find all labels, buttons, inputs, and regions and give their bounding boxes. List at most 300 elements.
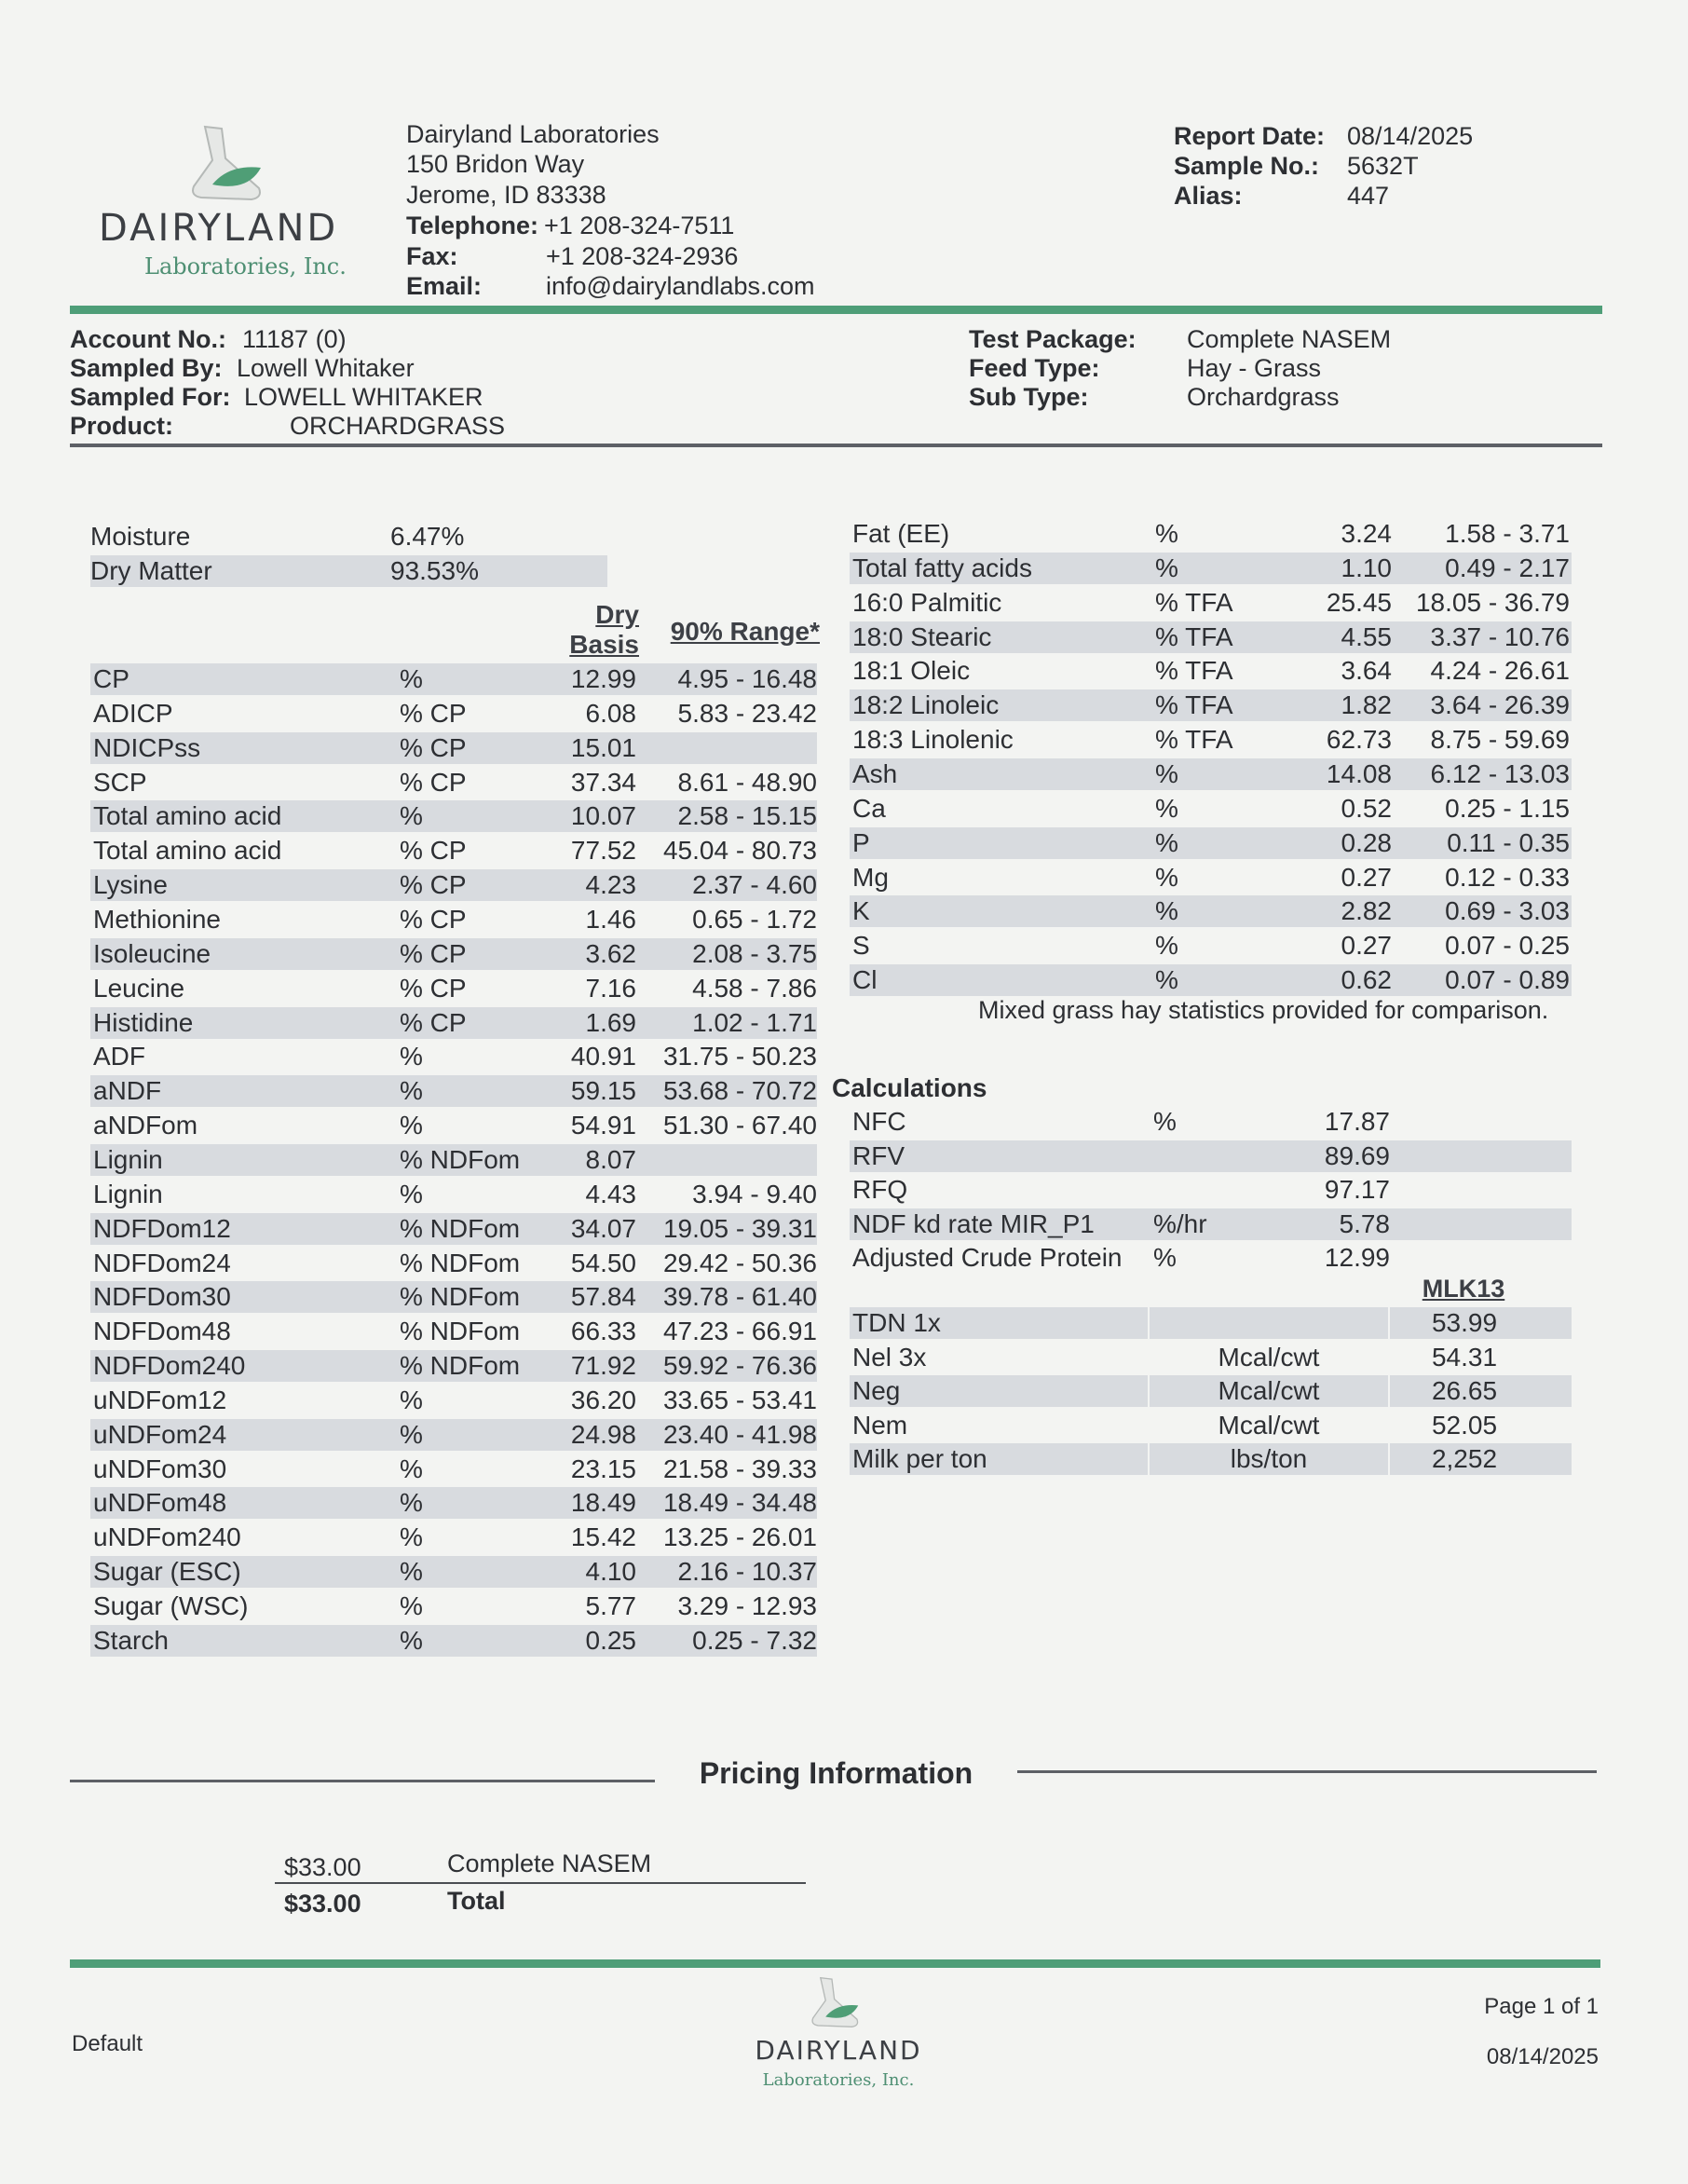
nutrient-range: 8.61 - 48.90	[677, 767, 817, 797]
lab-address-2: Jerome, ID 83338	[406, 181, 606, 209]
mlk-value: 54.31	[1431, 1342, 1498, 1372]
table-row	[850, 793, 1572, 825]
nutrient-unit: %	[400, 1042, 423, 1072]
nutrient-unit: % CP	[400, 732, 467, 762]
mlk-row	[850, 1307, 1572, 1339]
nutrient-name: 18:2 Linoleic	[852, 690, 1000, 720]
mlk-header: MLK13	[1422, 1275, 1505, 1303]
comparison-note: Mixed grass hay statistics provided for comparison.	[978, 996, 1549, 1024]
table-row	[90, 1522, 817, 1553]
pricing-rule-right	[1017, 1770, 1597, 1773]
nutrient-range: 0.49 - 2.17	[1445, 553, 1570, 582]
nutrient-name: Methionine	[93, 905, 221, 934]
calc-name: NFC	[852, 1107, 906, 1136]
report-date-label: Report Date:	[1174, 122, 1326, 150]
nutrient-unit: %	[400, 1454, 423, 1483]
nutrient-value: 3.64	[1341, 656, 1392, 686]
nutrient-unit: %	[1155, 793, 1178, 823]
table-row	[90, 800, 817, 832]
moisture-value: 6.47%	[390, 522, 465, 551]
nutrient-name: Total amino acid	[93, 836, 282, 866]
col-header-range: 90% Range*	[670, 617, 820, 646]
calc-name: Adjusted Crude Protein	[852, 1243, 1123, 1273]
calc-row	[850, 1140, 1572, 1172]
table-row	[850, 587, 1572, 619]
sampled-for-value: LOWELL WHITAKER	[244, 383, 483, 411]
table-row	[90, 869, 817, 901]
price-total-amount: $33.00	[284, 1890, 361, 1918]
nutrient-unit: %	[400, 1557, 423, 1587]
table-row	[90, 1144, 817, 1176]
calc-row	[850, 1174, 1572, 1206]
pricing-rule-left	[70, 1780, 655, 1782]
telephone-value: +1 208-324-7511	[544, 212, 735, 239]
nutrient-value: 15.42	[570, 1522, 636, 1552]
moisture-row	[90, 521, 607, 553]
nutrient-range: 29.42 - 50.36	[662, 1248, 817, 1277]
table-row	[850, 724, 1572, 756]
nutrient-name: Lysine	[93, 870, 168, 900]
table-row	[90, 1281, 817, 1313]
nutrient-range: 18.49 - 34.48	[662, 1488, 817, 1518]
report-date-value: 08/14/2025	[1347, 122, 1474, 150]
mlk-name: Milk per ton	[852, 1444, 987, 1474]
nutrient-range: 33.65 - 53.41	[662, 1385, 817, 1414]
table-row	[90, 1179, 817, 1210]
dry-matter-value: 93.53%	[390, 556, 479, 585]
nutrient-range: 2.16 - 10.37	[677, 1557, 817, 1587]
table-row	[90, 1110, 817, 1141]
calc-row	[850, 1106, 1572, 1138]
table-row	[850, 655, 1572, 687]
footer-logo-subtitle: Laboratories, Inc.	[762, 2070, 915, 2090]
nutrient-name: uNDFom24	[93, 1419, 227, 1449]
table-row	[90, 1487, 817, 1519]
nutrient-value: 37.34	[570, 767, 636, 797]
nutrient-unit: %	[1155, 965, 1178, 994]
price-total-rule	[275, 1882, 806, 1884]
nutrient-name: uNDFom240	[93, 1522, 241, 1552]
mlk-row	[850, 1443, 1572, 1475]
nutrient-range: 53.68 - 70.72	[662, 1076, 817, 1106]
nutrient-unit: %	[400, 1111, 423, 1140]
moisture-label: Moisture	[90, 522, 191, 551]
table-row	[850, 862, 1572, 894]
table-row	[90, 698, 817, 730]
nutrient-name: K	[852, 896, 870, 926]
nutrient-value: 77.52	[570, 836, 636, 866]
nutrient-range: 0.11 - 0.35	[1447, 827, 1570, 857]
nutrient-unit: %	[1155, 931, 1178, 961]
footer-left-text: Default	[72, 2031, 143, 2056]
nutrient-unit: % NDFom	[400, 1248, 521, 1277]
nutrient-value: 4.55	[1341, 621, 1392, 651]
nutrient-value: 1.46	[585, 905, 636, 934]
nutrient-value: 24.98	[570, 1419, 636, 1449]
nutrient-range: 51.30 - 67.40	[662, 1111, 817, 1140]
account-value: 11187 (0)	[242, 325, 347, 353]
nutrient-unit: % TFA	[1155, 587, 1233, 617]
table-row	[850, 964, 1572, 996]
nutrient-value: 14.08	[1326, 759, 1392, 788]
calc-value: 89.69	[1324, 1140, 1390, 1170]
nutrient-range: 0.07 - 0.89	[1445, 965, 1570, 994]
nutrient-name: ADICP	[93, 698, 173, 728]
nutrient-unit: % TFA	[1155, 621, 1233, 651]
header-divider	[70, 306, 1602, 314]
email-value: info@dairylandlabs.com	[546, 272, 815, 300]
nutrient-unit: % CP	[400, 938, 467, 968]
table-row	[850, 553, 1572, 584]
table-row	[850, 689, 1572, 721]
nutrient-value: 0.27	[1341, 931, 1392, 961]
nutrient-name: 16:0 Palmitic	[852, 587, 1002, 617]
calc-unit: %	[1153, 1243, 1177, 1273]
table-row	[90, 1041, 817, 1072]
nutrient-range: 4.58 - 7.86	[692, 973, 817, 1003]
mlk-row	[850, 1410, 1572, 1441]
nutrient-name: NDFDom24	[93, 1248, 231, 1277]
lab-address-1: 150 Bridon Way	[406, 150, 585, 178]
nutrient-unit: % NDFom	[400, 1351, 521, 1380]
nutrient-unit: % TFA	[1155, 656, 1233, 686]
table-row	[90, 973, 817, 1004]
flask-leaf-icon	[184, 121, 273, 205]
nutrient-unit: %	[400, 1522, 423, 1552]
nutrient-value: 1.82	[1341, 690, 1392, 720]
nutrient-value: 54.91	[570, 1111, 636, 1140]
nutrient-value: 3.62	[585, 938, 636, 968]
table-row	[90, 1316, 817, 1347]
nutrient-value: 23.15	[570, 1454, 636, 1483]
footer-page: Page 1 of 1	[1484, 1994, 1599, 2019]
calc-value: 5.78	[1339, 1208, 1390, 1238]
nutrient-value: 34.07	[570, 1213, 636, 1243]
calc-row	[850, 1242, 1572, 1274]
table-row	[90, 1454, 817, 1485]
table-row	[850, 930, 1572, 962]
calc-name: RFQ	[852, 1175, 908, 1205]
nutrient-name: Sugar (ESC)	[93, 1557, 241, 1587]
sub-type-value: Orchardgrass	[1187, 383, 1340, 411]
nutrient-name: NDFDom12	[93, 1213, 231, 1243]
product-label: Product:	[70, 412, 173, 440]
test-package-label: Test Package:	[969, 325, 1137, 353]
nutrient-name: Cl	[852, 965, 878, 994]
nutrient-unit: % TFA	[1155, 690, 1233, 720]
nutrient-value: 0.62	[1341, 965, 1392, 994]
nutrient-name: Mg	[852, 862, 889, 892]
nutrient-range: 45.04 - 80.73	[662, 836, 817, 866]
nutrient-unit: %	[1155, 519, 1178, 548]
logo-name: DAIRYLAND	[99, 207, 339, 250]
nutrient-value: 1.69	[585, 1007, 636, 1037]
nutrient-unit: % CP	[400, 1007, 467, 1037]
table-row	[850, 518, 1572, 550]
nutrient-value: 54.50	[570, 1248, 636, 1277]
alias-value: 447	[1347, 182, 1390, 210]
calc-name: NDF kd rate MIR_P1	[852, 1208, 1095, 1238]
nutrient-name: uNDFom30	[93, 1454, 227, 1483]
calc-value: 17.87	[1324, 1107, 1390, 1136]
nutrient-range: 31.75 - 50.23	[662, 1042, 817, 1072]
feed-type-label: Feed Type:	[969, 354, 1100, 382]
table-row	[90, 1350, 817, 1382]
nutrient-value: 15.01	[570, 732, 636, 762]
calc-unit: %/hr	[1153, 1208, 1207, 1238]
nutrient-value: 4.43	[585, 1179, 636, 1208]
table-row	[90, 1007, 817, 1039]
table-row	[90, 1075, 817, 1107]
fax-label: Fax:	[406, 242, 458, 270]
mlk-value: 26.65	[1431, 1376, 1498, 1406]
nutrient-range: 0.69 - 3.03	[1445, 896, 1570, 926]
nutrient-unit: %	[1155, 553, 1178, 582]
nutrient-range: 0.12 - 0.33	[1445, 862, 1570, 892]
nutrient-value: 10.07	[570, 801, 636, 831]
nutrient-range: 3.29 - 12.93	[677, 1591, 817, 1620]
table-row	[90, 904, 817, 935]
mlk-name: Nel 3x	[852, 1342, 927, 1372]
nutrient-value: 40.91	[570, 1042, 636, 1072]
nutrient-unit: % CP	[400, 870, 467, 900]
nutrient-name: 18:3 Linolenic	[852, 725, 1014, 755]
table-row	[90, 1248, 817, 1279]
nutrient-unit: %	[400, 1076, 423, 1106]
table-row	[850, 758, 1572, 790]
dry-matter-label: Dry Matter	[90, 556, 212, 585]
nutrient-range: 3.64 - 26.39	[1430, 690, 1570, 720]
mlk-name: Neg	[852, 1376, 901, 1406]
nutrient-range: 4.24 - 26.61	[1430, 656, 1570, 686]
nutrient-unit: %	[1155, 862, 1178, 892]
nutrient-value: 5.77	[585, 1591, 636, 1620]
table-row	[850, 621, 1572, 653]
footer-date: 08/14/2025	[1486, 2044, 1599, 2069]
nutrient-name: Histidine	[93, 1007, 194, 1037]
nutrient-name: Ash	[852, 759, 898, 788]
sampled-by-label: Sampled By:	[70, 354, 223, 382]
nutrient-unit: %	[1155, 896, 1178, 926]
col-header-basis: Basis	[569, 630, 639, 659]
mlk-row	[850, 1375, 1572, 1407]
mlk-unit: lbs/ton	[1230, 1444, 1308, 1474]
calc-row	[850, 1208, 1572, 1240]
nutrient-value: 18.49	[570, 1488, 636, 1518]
mlk-unit: Mcal/cwt	[1218, 1342, 1320, 1372]
nutrient-value: 66.33	[570, 1317, 636, 1346]
col-header-dry: Dry	[595, 600, 639, 629]
table-row	[90, 835, 817, 867]
price-line-amount: $33.00	[284, 1853, 361, 1881]
nutrient-range: 23.40 - 41.98	[662, 1419, 817, 1449]
sample-no-label: Sample No.:	[1174, 152, 1320, 180]
telephone-label: Telephone:	[406, 212, 539, 239]
alias-label: Alias:	[1174, 182, 1243, 210]
table-row	[90, 1590, 817, 1622]
nutrient-value: 8.07	[585, 1144, 636, 1174]
fax-value: +1 208-324-2936	[546, 242, 739, 270]
mlk-value: 2,252	[1431, 1444, 1498, 1474]
nutrient-range: 2.08 - 3.75	[692, 938, 817, 968]
nutrient-unit: %	[400, 1179, 423, 1208]
nutrient-unit: % NDFom	[400, 1317, 521, 1346]
nutrient-name: ADF	[93, 1042, 145, 1072]
nutrient-unit: % CP	[400, 905, 467, 934]
calculations-title: Calculations	[832, 1073, 987, 1102]
nutrient-range: 59.92 - 76.36	[662, 1351, 817, 1380]
footer-logo-name: DAIRYLAND	[755, 2035, 922, 2066]
nutrient-unit: % NDFom	[400, 1282, 521, 1312]
nutrient-name: NDFDom48	[93, 1317, 231, 1346]
nutrient-value: 6.08	[585, 698, 636, 728]
email-label: Email:	[406, 272, 483, 300]
mlk-unit: Mcal/cwt	[1218, 1376, 1320, 1406]
table-row	[90, 1385, 817, 1416]
table-row	[90, 1556, 817, 1588]
nutrient-name: Lignin	[93, 1179, 163, 1208]
nutrient-range: 1.58 - 3.71	[1445, 519, 1570, 548]
nutrient-name: NDFDom240	[93, 1351, 246, 1380]
nutrient-value: 0.25	[585, 1625, 636, 1655]
feed-type-value: Hay - Grass	[1187, 354, 1322, 382]
nutrient-unit: % CP	[400, 767, 467, 797]
nutrient-value: 57.84	[570, 1282, 636, 1312]
mlk-unit: Mcal/cwt	[1218, 1410, 1320, 1440]
nutrient-name: 18:0 Stearic	[852, 621, 992, 651]
price-line-description: Complete NASEM	[447, 1850, 652, 1877]
nutrient-range: 1.02 - 1.71	[692, 1007, 817, 1037]
table-row	[90, 1419, 817, 1451]
cell-divider	[1148, 1307, 1150, 1339]
nutrient-name: Leucine	[93, 973, 185, 1003]
nutrient-range: 19.05 - 39.31	[662, 1213, 817, 1243]
nutrient-range: 47.23 - 66.91	[662, 1317, 817, 1346]
nutrient-name: 18:1 Oleic	[852, 656, 971, 686]
table-row	[90, 938, 817, 970]
table-row	[850, 895, 1572, 927]
nutrient-value: 1.10	[1341, 553, 1392, 582]
sub-type-label: Sub Type:	[969, 383, 1089, 411]
table-row	[90, 1625, 817, 1657]
nutrient-unit: % CP	[400, 698, 467, 728]
nutrient-name: S	[852, 931, 870, 961]
nutrient-name: Fat (EE)	[852, 519, 950, 548]
footer-divider	[70, 1959, 1600, 1968]
nutrient-range: 3.37 - 10.76	[1430, 621, 1570, 651]
nutrient-name: Lignin	[93, 1144, 163, 1174]
test-package-value: Complete NASEM	[1187, 325, 1392, 353]
sampled-by-value: Lowell Whitaker	[237, 354, 415, 382]
nutrient-unit: %	[400, 801, 423, 831]
nutrient-range: 21.58 - 39.33	[662, 1454, 817, 1483]
nutrient-range: 0.65 - 1.72	[692, 905, 817, 934]
table-row	[90, 732, 817, 764]
nutrient-range: 0.07 - 0.25	[1445, 931, 1570, 961]
mlk-name: Nem	[852, 1410, 908, 1440]
nutrient-unit: %	[400, 664, 423, 693]
nutrient-range: 6.12 - 13.03	[1430, 759, 1570, 788]
mlk-row	[850, 1342, 1572, 1373]
calc-unit: %	[1153, 1107, 1177, 1136]
nutrient-name: Total amino acid	[93, 801, 282, 831]
nutrient-value: 62.73	[1326, 725, 1392, 755]
calc-name: RFV	[852, 1140, 905, 1170]
nutrient-range: 18.05 - 36.79	[1415, 587, 1570, 617]
sampled-for-label: Sampled For:	[70, 383, 231, 411]
nutrient-value: 0.52	[1341, 793, 1392, 823]
table-row	[90, 663, 817, 695]
nutrient-value: 0.27	[1341, 862, 1392, 892]
nutrient-unit: % TFA	[1155, 725, 1233, 755]
nutrient-unit: % NDFom	[400, 1213, 521, 1243]
nutrient-range: 3.94 - 9.40	[692, 1179, 817, 1208]
table-row	[850, 827, 1572, 859]
nutrient-range: 39.78 - 61.40	[662, 1282, 817, 1312]
lab-name: Dairyland Laboratories	[406, 120, 660, 148]
mlk-value: 52.05	[1431, 1410, 1498, 1440]
nutrient-range: 2.58 - 15.15	[677, 801, 817, 831]
nutrient-range: 2.37 - 4.60	[692, 870, 817, 900]
nutrient-value: 36.20	[570, 1385, 636, 1414]
nutrient-range: 8.75 - 59.69	[1430, 725, 1570, 755]
nutrient-value: 25.45	[1326, 587, 1392, 617]
nutrient-value: 7.16	[585, 973, 636, 1003]
dry-matter-row	[90, 555, 607, 587]
nutrient-range: 5.83 - 23.42	[677, 698, 817, 728]
nutrient-unit: % CP	[400, 836, 467, 866]
nutrient-name: uNDFom48	[93, 1488, 227, 1518]
nutrient-name: Ca	[852, 793, 886, 823]
nutrient-name: SCP	[93, 767, 147, 797]
calc-value: 97.17	[1324, 1175, 1390, 1205]
nutrient-name: NDFDom30	[93, 1282, 231, 1312]
nutrient-name: CP	[93, 664, 129, 693]
table-row	[90, 767, 817, 799]
mlk-value: 53.99	[1431, 1308, 1498, 1337]
nutrient-range: 0.25 - 1.15	[1445, 793, 1570, 823]
price-total-label: Total	[447, 1887, 506, 1915]
nutrient-name: aNDFom	[93, 1111, 198, 1140]
nutrient-unit: % CP	[400, 973, 467, 1003]
nutrient-name: Sugar (WSC)	[93, 1591, 249, 1620]
nutrient-range: 13.25 - 26.01	[662, 1522, 817, 1552]
nutrient-name: NDICPss	[93, 732, 201, 762]
nutrient-name: P	[852, 827, 870, 857]
logo-subtitle: Laboratories, Inc.	[144, 253, 347, 280]
nutrient-range: 0.25 - 7.32	[692, 1625, 817, 1655]
nutrient-unit: %	[400, 1591, 423, 1620]
product-value: ORCHARDGRASS	[290, 412, 506, 440]
nutrient-unit: % NDFom	[400, 1144, 521, 1174]
nutrient-value: 2.82	[1341, 896, 1392, 926]
nutrient-unit: %	[1155, 827, 1178, 857]
pricing-title: Pricing Information	[699, 1756, 973, 1790]
account-divider	[70, 444, 1602, 447]
nutrient-value: 4.10	[585, 1557, 636, 1587]
nutrient-value: 4.23	[585, 870, 636, 900]
flask-leaf-icon-footer	[807, 1973, 866, 2031]
nutrient-range: 4.95 - 16.48	[677, 664, 817, 693]
nutrient-unit: %	[400, 1419, 423, 1449]
mlk-name: TDN 1x	[852, 1308, 941, 1337]
table-row	[90, 1213, 817, 1245]
nutrient-name: Isoleucine	[93, 938, 211, 968]
nutrient-name: Starch	[93, 1625, 169, 1655]
nutrient-unit: %	[400, 1625, 423, 1655]
calc-value: 12.99	[1324, 1243, 1390, 1273]
nutrient-value: 12.99	[570, 664, 636, 693]
